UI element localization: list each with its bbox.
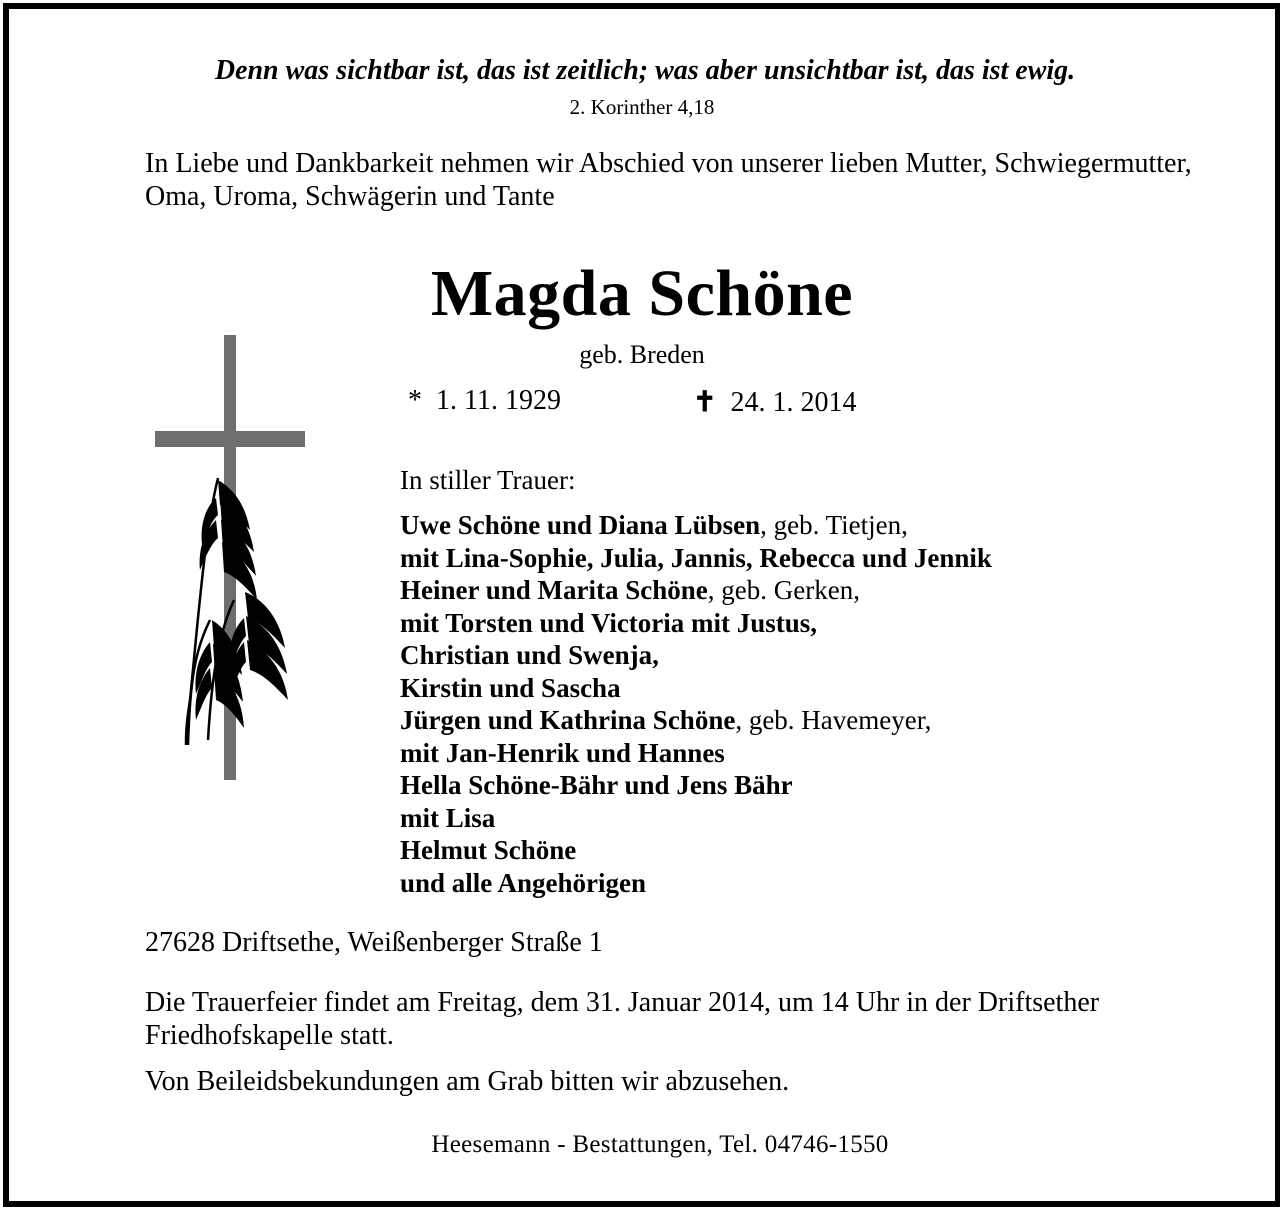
- mourner-line: [400, 639, 992, 672]
- mourners-list: [400, 509, 992, 899]
- mourner-names: Kirstin und Sascha: [400, 672, 621, 703]
- mourner-line: [400, 834, 992, 867]
- mourner-line: [400, 607, 992, 640]
- mourner-line: [400, 574, 992, 607]
- mourner-suffix: , geb. Havemeyer,: [735, 705, 932, 735]
- mourner-names: Heiner und Marita Schöne: [400, 575, 708, 605]
- death-symbol: ✝: [693, 387, 717, 418]
- birth-name: geb. Breden: [579, 340, 705, 369]
- mourner-line: [400, 769, 992, 802]
- intro-text: In Liebe und Dankbarkeit nehmen wir Abschied von unserer lieben Mutter, Schwiegermutter, Oma, Uroma, Schwägerin und Tante: [145, 148, 1192, 212]
- mourner-names: mit Torsten und Victoria mit Justus,: [400, 607, 818, 638]
- birth-date-line: [408, 385, 561, 417]
- mourner-line: [400, 672, 992, 705]
- mourner-line: [400, 704, 992, 737]
- mourner-names: mit Lisa: [400, 802, 496, 833]
- undertaker-info: Heesemann - Bestattungen, Tel. 04746-1550: [431, 1131, 889, 1158]
- mourner-names: und alle Angehörigen: [400, 867, 647, 898]
- mourner-line: [400, 802, 992, 835]
- birth-date: 1. 11. 1929: [436, 385, 561, 416]
- bible-verse-reference: 2. Korinther 4,18: [569, 95, 715, 119]
- mourner-line: [400, 542, 992, 575]
- mourner-names: Hella Schöne-Bähr und Jens Bähr: [400, 770, 793, 800]
- mourner-names: mit Lina-Sophie, Julia, Jannis, Rebecca und Jennik: [400, 542, 992, 573]
- mourner-line: [400, 737, 992, 770]
- mourner-suffix: , geb. Gerken,: [707, 575, 860, 605]
- address: 27628 Driftsethe, Weißenberger Straße 1: [145, 927, 603, 958]
- mourner-names: Jürgen und Kathrina Schöne: [400, 705, 736, 735]
- cross-with-wheat-icon: [150, 330, 310, 785]
- death-date-line: [693, 385, 856, 419]
- mourner-line: [400, 509, 992, 542]
- birth-symbol: *: [408, 385, 422, 416]
- ceremony-info: Die Trauerfeier findet am Freitag, dem 31. Januar 2014, um 14 Uhr in der Driftsether Friedhofskapelle statt.: [145, 987, 1100, 1051]
- mourner-names: Christian und Swenja,: [400, 640, 659, 670]
- condolence-request: Von Beileidsbekundungen am Grab bitten wir abzusehen.: [145, 1066, 790, 1097]
- mourner-line: [400, 867, 992, 900]
- mourner-names: mit Jan-Henrik und Hannes: [400, 737, 725, 768]
- death-date: 24. 1. 2014: [730, 387, 857, 418]
- mourning-heading: In stiller Trauer:: [400, 465, 576, 495]
- bible-verse: Denn was sichtbar ist, das ist zeitlich; was aber unsichtbar ist, das ist ewig.: [214, 55, 1076, 86]
- mourner-names: Uwe Schöne und Diana Lübsen: [400, 510, 761, 540]
- mourner-names: Helmut Schöne: [400, 835, 577, 865]
- deceased-name: Magda Schöne: [430, 257, 854, 330]
- mourner-suffix: , geb. Tietjen,: [760, 510, 908, 540]
